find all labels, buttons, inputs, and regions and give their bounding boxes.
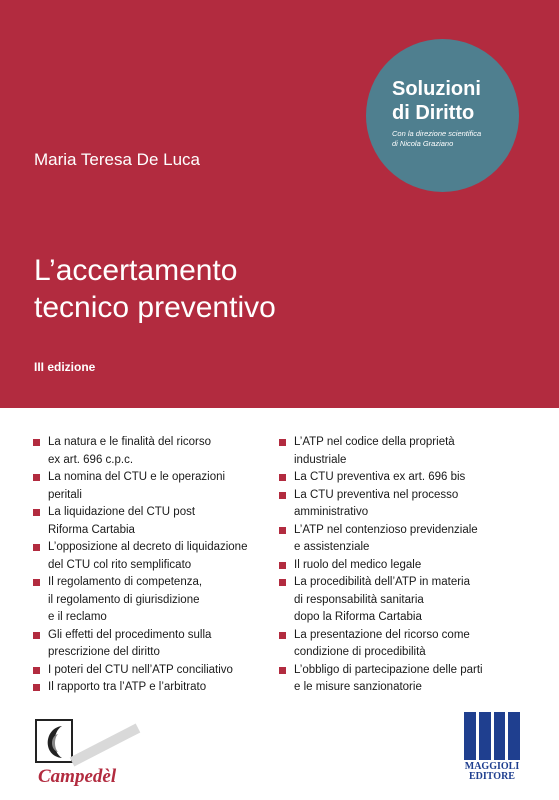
topic-line: La presentazione del ricorso come xyxy=(294,628,470,641)
topic-item xyxy=(32,627,257,662)
topic-line: Il ruolo del medico legale xyxy=(294,558,422,571)
topic-item xyxy=(278,662,528,697)
topic-item xyxy=(278,574,528,627)
edition-label: III edizione xyxy=(34,360,96,374)
topic-line: del CTU col rito semplificato xyxy=(48,558,192,571)
topic-item xyxy=(32,679,257,697)
series-name-line1: Soluzioni xyxy=(392,78,481,100)
series-name-line2: di Diritto xyxy=(392,102,475,124)
topic-line: Gli effetti del procedimento sulla xyxy=(48,628,212,641)
topic-line: La natura e le finalità del ricorso xyxy=(48,436,212,448)
topics-list-right xyxy=(278,434,528,697)
topic-line: amministrativo xyxy=(294,506,369,518)
topic-line: L’opposizione al decreto di liquidazione xyxy=(48,541,248,553)
topic-line: e assistenziale xyxy=(294,541,370,553)
topic-line: e il reclamo xyxy=(48,611,107,623)
topic-line: I poteri del CTU nell’ATP conciliativo xyxy=(48,663,233,676)
topic-line: La liquidazione del CTU post xyxy=(48,506,196,518)
topic-line: prescrizione del diritto xyxy=(48,646,160,658)
topic-line: industriale xyxy=(294,453,347,466)
topic-item xyxy=(278,557,528,575)
topic-line: L’ATP nel codice della proprietà xyxy=(294,436,455,448)
topic-line: La procedibilità dell’ATP in materia xyxy=(294,576,470,588)
series-direction-line1: Con la direzione scientifica xyxy=(392,129,482,138)
series-direction xyxy=(392,129,481,149)
topic-line: La CTU preventiva ex art. 696 bis xyxy=(294,471,466,483)
topic-line: Il regolamento di competenza, xyxy=(48,576,203,588)
book-title-line2: tecnico preventivo xyxy=(34,291,276,324)
topic-item xyxy=(278,522,528,557)
topic-line: L’obbligo di partecipazione delle parti xyxy=(294,663,483,676)
topic-line: peritali xyxy=(48,488,82,501)
topic-item xyxy=(32,504,257,539)
topic-item xyxy=(32,539,257,574)
topic-item xyxy=(278,469,528,487)
maggioli-mark-icon xyxy=(464,712,520,760)
topic-line: La nomina del CTU e le operazioni xyxy=(48,471,226,483)
topic-item xyxy=(278,487,528,522)
topic-item xyxy=(32,434,257,469)
topic-line: L’ATP nel contenzioso previdenziale xyxy=(294,523,478,536)
topic-line: dopo la Riforma Cartabia xyxy=(294,611,422,623)
topic-line: ex art. 696 c.p.c. xyxy=(48,453,134,466)
series-badge xyxy=(366,39,519,192)
topic-line: condizione di procedibilità xyxy=(294,646,426,658)
campedel-logo xyxy=(32,718,142,786)
maggioli-wordmark xyxy=(456,762,528,782)
topic-line: Riforma Cartabia xyxy=(48,523,135,536)
topic-item xyxy=(32,469,257,504)
maggioli-wordmark-line2: EDITORE xyxy=(469,771,515,782)
topics-list-left xyxy=(32,434,257,697)
maggioli-wordmark-line1: MAGGIOLI xyxy=(464,761,520,772)
series-direction-line2: di Nicola Graziano xyxy=(392,139,454,148)
topic-line: e le misure sanzionatorie xyxy=(294,681,422,693)
book-title xyxy=(34,252,276,326)
maggioli-logo xyxy=(456,712,528,784)
topic-item xyxy=(32,574,257,627)
topic-item xyxy=(278,434,528,469)
topic-line: Il rapporto tra l’ATP e l’arbitrato xyxy=(48,681,207,693)
topic-item xyxy=(278,627,528,662)
author-name: Maria Teresa De Luca xyxy=(34,150,200,169)
topic-line: di responsabilità sanitaria xyxy=(294,593,424,606)
topic-line: il regolamento di giurisdizione xyxy=(48,593,200,606)
book-title-line1: L’accertamento xyxy=(34,254,238,287)
campedel-wordmark: Campedèl xyxy=(38,766,117,786)
topic-line: La CTU preventiva nel processo xyxy=(294,488,459,501)
series-name xyxy=(392,77,481,125)
topic-item xyxy=(32,662,257,680)
